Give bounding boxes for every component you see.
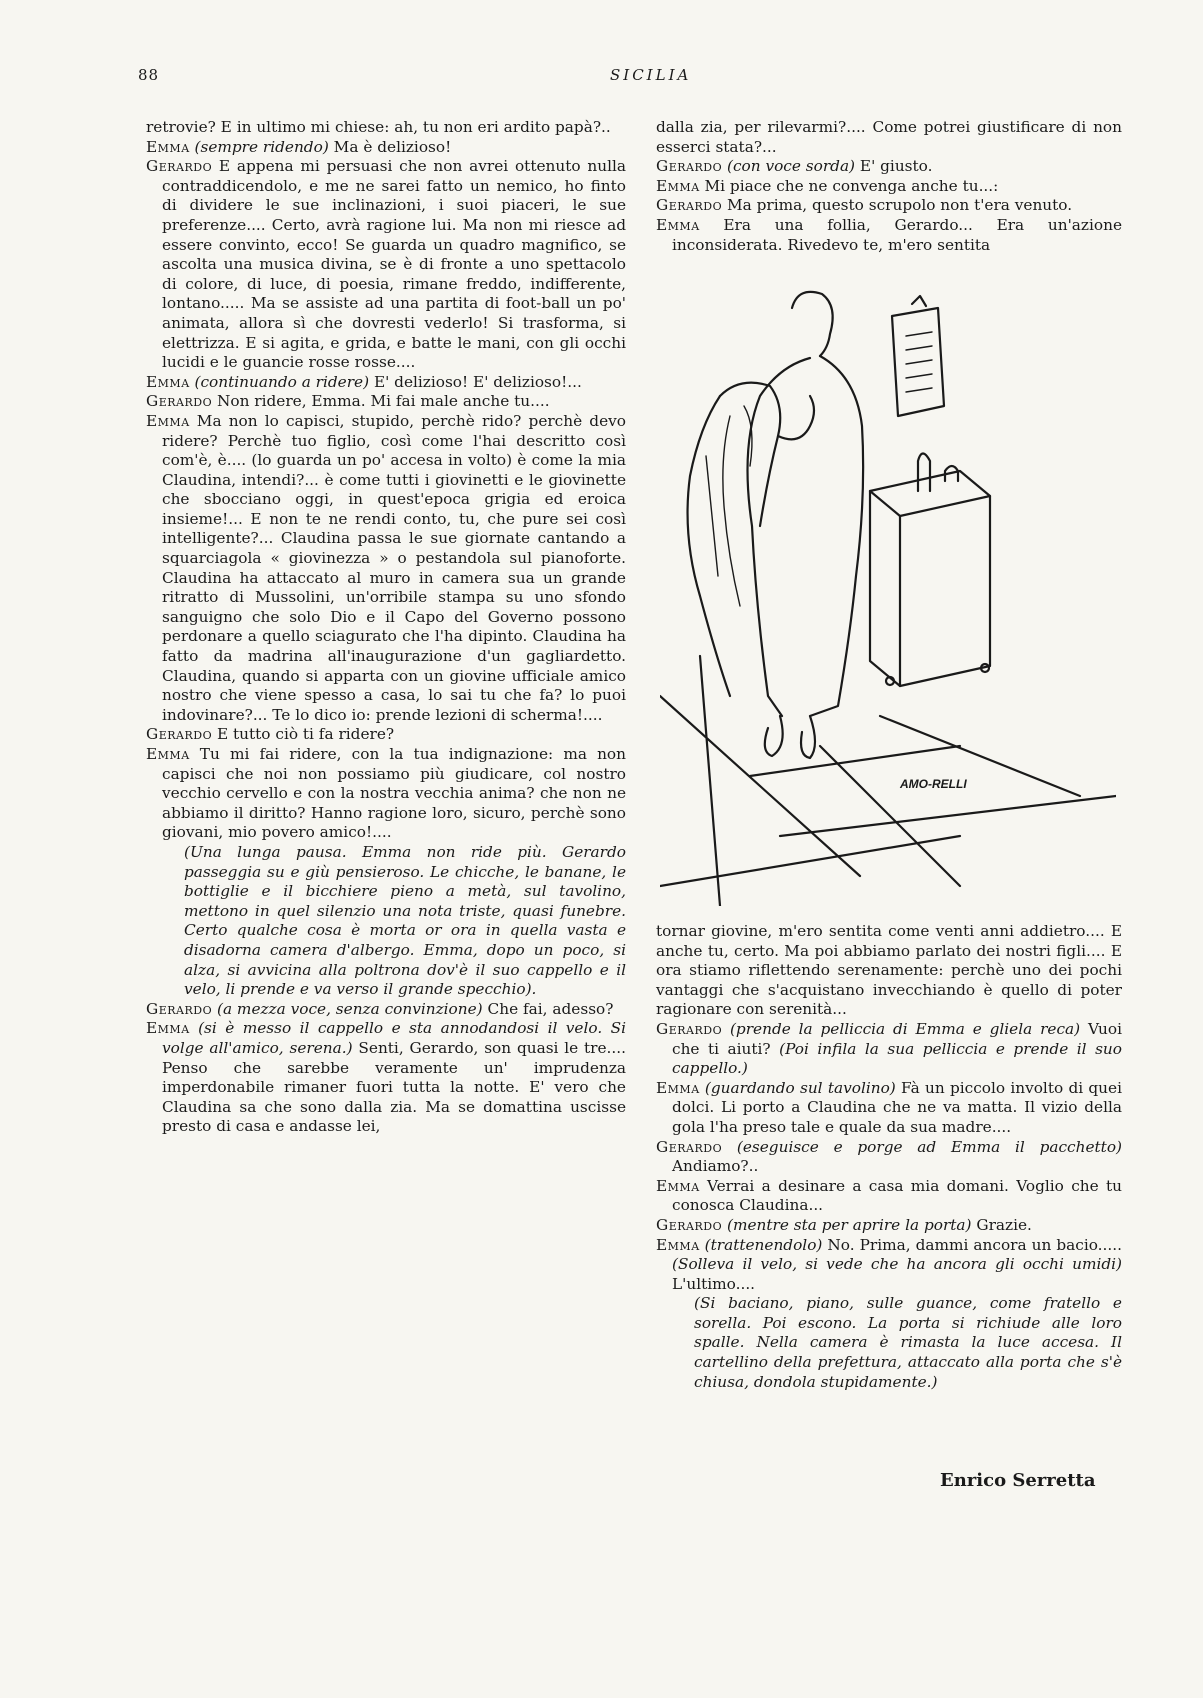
running-title: SICILIA xyxy=(610,66,692,84)
dialogue-line xyxy=(146,1019,626,1137)
stage-direction-text: (con voce sorda) xyxy=(726,157,856,176)
speaker-name: Gerardo xyxy=(656,1137,723,1156)
dialogue-text: Andiamo?.. xyxy=(672,1157,759,1176)
dialogue-line xyxy=(656,177,1122,197)
dialogue-text: Mi piace che ne convenga anche tu...: xyxy=(704,176,999,195)
dialogue-line xyxy=(146,392,626,412)
dialogue-text: E' delizioso! E' delizioso!... xyxy=(373,372,582,391)
stage-direction-text: (Poi infila la sua pelliccia e prende il suo cappello.) xyxy=(672,1039,1122,1078)
stage-direction-text: (guardando sul tavolino) xyxy=(704,1078,896,1097)
stage-direction-text: (eseguisce e porge ad Emma il pacchetto) xyxy=(736,1137,1122,1156)
dialogue-line xyxy=(656,1079,1122,1138)
speaker-name: Gerardo xyxy=(656,196,723,215)
dialogue-text: retrovie? E in ultimo mi chiese: ah, tu non eri ardito papà?.. xyxy=(146,118,611,136)
right-column-top xyxy=(656,118,1122,255)
dialogue-text: E appena mi persuasi che non avrei ottenuto nulla contraddicendolo, e me ne sarei fatto un nemico, ho finto di dividere le sue inclinazioni, i suoi piaceri, le sue preferenze.... Certo, avrà ragione lui. Ma non mi riesce ad essere convinto, ecco! Se guarda un quadro magnifico, se ascolta una musica divina, se è di fronte a uno spettacolo di colore, di luce, di poesia, rimane freddo, indifferente, lontano..... Ma se assiste ad una partita di foot-ball un po' animata, allora sì che dovresti vederlo! Si trasforma, si elettrizza. E si agita, e grida, e batte le mani, con gli occhi lucidi e le guancie rosse rosse.... xyxy=(162,157,626,372)
speaker-name: Gerardo xyxy=(656,1215,723,1234)
dialogue-line xyxy=(656,1138,1122,1177)
woman-fur xyxy=(688,396,730,696)
dialogue-text: Ma è delizioso! xyxy=(333,137,452,156)
speaker-name: Gerardo xyxy=(656,157,723,176)
dialogue-text: dalla zia, per rilevarmi?.... Come potrei giustificare di non esserci stata?... xyxy=(656,118,1122,156)
dialogue-line xyxy=(146,373,626,393)
dialogue-text: Ma prima, questo scrupolo non t'era venuto. xyxy=(726,196,1073,215)
speaker-name: Emma xyxy=(656,176,700,195)
dialogue-line xyxy=(146,118,626,138)
dialogue-text: Fà un piccolo involto di quei dolci. Li porto a Claudina che ne va matta. Il vizio della gola l'ha preso tale e quale da sua madre.... xyxy=(672,1078,1122,1136)
speaker-name: Emma xyxy=(146,372,190,391)
stage-direction-text: (sempre ridendo) xyxy=(194,137,329,156)
dialogue-line xyxy=(146,157,626,373)
speaker-name: Emma xyxy=(656,1235,700,1254)
floor-line xyxy=(660,696,860,876)
dialogue-text: tornar giovine, m'ero sentita come venti anni addietro.... E anche tu, certo. Ma poi abbiamo parlato dei nostri figli.... E ora stiamo riflettendo serenamente: perchè uno dei pochi vantaggi che s'acquistano invecchiando è quello di poter ragionare con serenità... xyxy=(656,922,1122,1019)
stage-direction-text: (a mezza voce, senza convinzione) xyxy=(216,999,483,1018)
cabinet-outline xyxy=(870,471,990,686)
dialogue-text: Vuoi che ti aiuti? xyxy=(672,1019,1122,1058)
speaker-name: Gerardo xyxy=(146,157,213,176)
speaker-name: Gerardo xyxy=(146,999,213,1018)
stage-direction-text: (Solleva il velo, si vede che ha ancora gli occhi umidi) xyxy=(672,1255,1122,1274)
artist-signature: AMO-RELLI xyxy=(900,777,967,791)
stage-direction-text: (si è messo il cappello e sta annodandosi il velo. Si volge all'amico, serena.) xyxy=(162,1019,626,1057)
speaker-name: Emma xyxy=(146,411,190,430)
dialogue-line xyxy=(656,157,1122,177)
dialogue-line xyxy=(146,1000,626,1020)
left-column xyxy=(146,118,626,1137)
speaker-name: Emma xyxy=(146,137,190,156)
stage-direction xyxy=(146,843,626,1000)
dialogue-line xyxy=(656,216,1122,255)
vase-shape xyxy=(918,454,930,492)
dialogue-line xyxy=(656,922,1122,1020)
speaker-name: Gerardo xyxy=(146,392,213,411)
dialogue-text: E' giusto. xyxy=(859,157,933,176)
dialogue-text: No. Prima, dammi ancora un bacio..... xyxy=(827,1235,1122,1254)
speaker-name: Emma xyxy=(656,215,700,234)
author-signature: Enrico Serretta xyxy=(940,1470,1096,1491)
dialogue-line xyxy=(656,1216,1122,1236)
stage-direction-text: (mentre sta per aprire la porta) xyxy=(726,1215,972,1234)
couple-embrace-illustration xyxy=(660,276,1116,906)
dialogue-text: Grazie. xyxy=(976,1215,1032,1234)
stage-direction-text: (trattenendolo) xyxy=(704,1235,823,1254)
speaker-name: Emma xyxy=(146,1019,190,1038)
stage-direction-text: (prende la pelliccia di Emma e gliela reca) xyxy=(729,1019,1081,1038)
dialogue-text: Ma non lo capisci, stupido, perchè rido? perchè devo ridere? Perchè tuo figlio, così come l'hai descritto così com'è, è.... (lo guarda un po' accesa in volto) è come la mia Claudina, intendi?... è come tutti i giovinetti e le giovinette che sbocciano oggi, in quest'epoca grigia ed eroica insieme!... E non te ne rendi conto, tu, che pure sei così intelligente?... Claudina passa le sue giornate cantando a squarciagola « giovinezza » o pestandola sul pianoforte. Claudina ha attaccato al muro in camera sua un grande ritratto di Mussolini, un'orribile stampa su uno sfondo sanguigno che solo Dio e il Capo del Governo possono perdonare a quello sciagurato che l'ha dipinto. Claudina ha fatto da madrina all'inaugurazione d'un gagliardetto. Claudina, quando si apparta con un giovine ufficiale amico nostro che viene spesso a casa, lo sai tu che fa? lo puoi indovinare?... Te lo dico io: prende lezioni di scherma!.... xyxy=(162,411,626,724)
speaker-name: Emma xyxy=(656,1176,700,1195)
dialogue-line xyxy=(146,138,626,158)
dialogue-line xyxy=(656,196,1122,216)
dialogue-line xyxy=(146,725,626,745)
dialogue-line xyxy=(656,1236,1122,1295)
dialogue-text: E tutto ciò ti fa ridere? xyxy=(216,725,395,744)
speaker-name: Gerardo xyxy=(146,725,213,744)
dialogue-line xyxy=(656,1177,1122,1216)
speaker-name: Emma xyxy=(146,745,190,763)
dialogue-text: Senti, Gerardo, son quasi le tre.... Penso che sarebbe veramente un' imprudenza imperdonabile rimaner fuori tutta la notte. E' vero che Claudina sa che sono dalla zia. Ma se domattina uscisse presto di casa e andasse lei, xyxy=(162,1038,626,1136)
dialogue-text: Tu mi fai ridere, con la tua indignazione: ma non capisci che noi non possiamo più giudicare, col nostro vecchio cervello e con la nostra vecchia anima? che non ne abbiamo il diritto? Hanno ragione loro, sicuro, perchè sono giovani, mio povero amico!.... xyxy=(162,745,626,842)
dialogue-line xyxy=(656,1020,1122,1079)
dialogue-line xyxy=(146,412,626,726)
dialogue-line xyxy=(656,118,1122,157)
right-column-bottom xyxy=(656,922,1122,1392)
dialogue-text: Verrai a desinare a casa mia domani. Voglio che tu conosca Claudina... xyxy=(672,1176,1122,1215)
stage-direction xyxy=(656,1294,1122,1392)
man-head xyxy=(792,292,833,356)
stage-direction-text: (Si baciano, piano, sulle guance, come fratello e sorella. Poi escono. La porta si richiude alle loro spalle. Nella camera è rimasta la luce accesa. Il cartellino della prefettura, attaccato alla porta che s'è chiusa, dondola stupidamente.) xyxy=(694,1294,1122,1391)
speaker-name: Gerardo xyxy=(656,1019,723,1038)
dialogue-text: Che fai, adesso? xyxy=(487,999,614,1018)
stage-direction-text: (Una lunga pausa. Emma non ride più. Gerardo passeggia su e giù pensieroso. Le chicche, le banane, le bottiglie e il bicchiere pieno a metà, sul tavolino, mettono in quel silenzio una nota triste, quasi funebre. Certo qualche cosa è morta or ora in quella vasta e disadorna camera d'albergo. Emma, dopo un poco, si alza, si avvicina alla poltrona dov'è il suo cappello e il velo, li prende e va verso il grande specchio). xyxy=(184,842,626,999)
page-header xyxy=(0,66,1203,96)
dialogue-text: Non ridere, Emma. Mi fai male anche tu.... xyxy=(216,392,550,411)
dialogue-text: Era una follia, Gerardo... Era un'azione inconsiderata. Rivedevo te, m'ero sentita xyxy=(672,215,1122,254)
stage-direction-text: (continuando a ridere) xyxy=(194,372,370,391)
page-number: 88 xyxy=(138,66,160,84)
speaker-name: Emma xyxy=(656,1078,700,1097)
dialogue-line xyxy=(146,745,626,843)
man-coat xyxy=(748,358,811,716)
dialogue-text: L'ultimo.... xyxy=(672,1274,756,1293)
